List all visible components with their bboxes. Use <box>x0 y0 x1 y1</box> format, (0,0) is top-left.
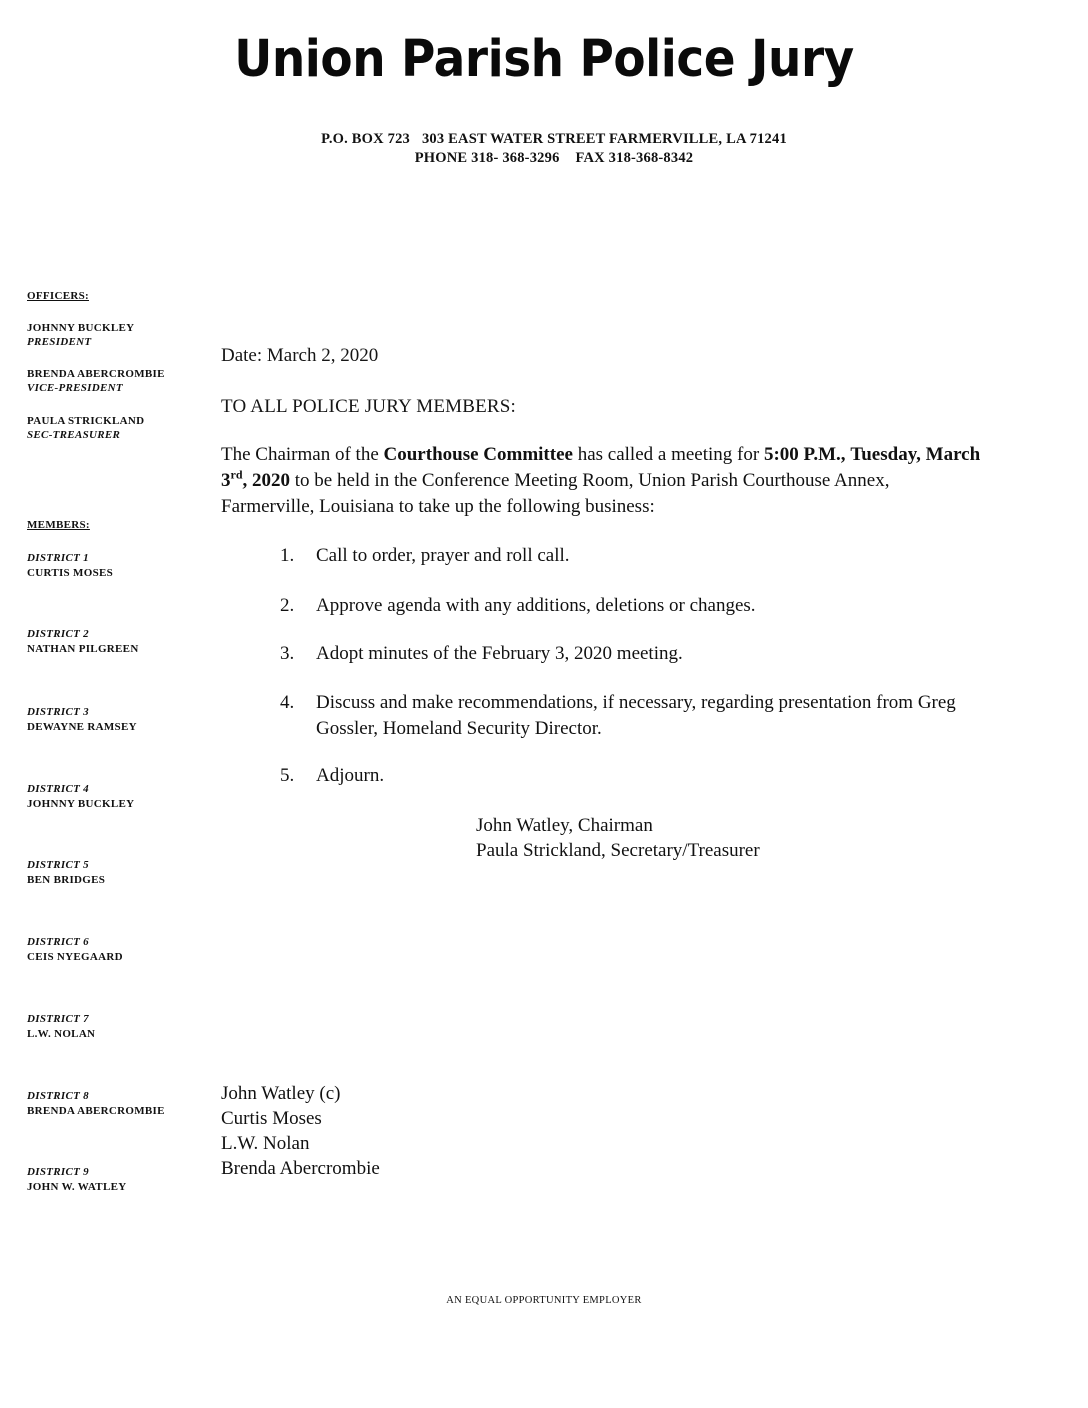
agenda-number: 3. <box>280 643 295 664</box>
member-district: DISTRICT 4 <box>27 783 89 795</box>
agenda-text: Call to order, prayer and roll call. <box>316 545 570 566</box>
member-name: CURTIS MOSES <box>27 567 114 579</box>
agenda-text: Adjourn. <box>316 765 385 786</box>
officers-heading: OFFICERS: <box>27 290 89 302</box>
meeting-time: 5:00 P.M., <box>763 444 846 465</box>
member-name: L.W. NOLAN <box>27 1028 96 1040</box>
meeting-date-year: , 2020 <box>242 470 290 491</box>
organization-title: Union Parish Police Jury <box>234 30 854 89</box>
intro-text: to be held in the Conference Meeting Room, Union Parish Courthouse Annex, Farmerville, Louisiana to take up the following business: <box>221 470 890 517</box>
fax-number: FAX 318-368-8342 <box>575 150 694 166</box>
member-district: DISTRICT 5 <box>27 859 89 871</box>
signature-chairman: John Watley, Chairman <box>476 815 653 836</box>
officer-name: BRENDA ABERCROMBIE <box>27 368 165 380</box>
street-address: 303 EAST WATER STREET FARMERVILLE, LA 71241 <box>421 131 787 147</box>
committee-member: John Watley (c) <box>221 1083 341 1104</box>
member-district: DISTRICT 1 <box>27 552 89 564</box>
committee-member: Curtis Moses <box>221 1108 322 1129</box>
member-name: CEIS NYEGAARD <box>27 951 123 963</box>
intro-paragraph <box>221 442 981 520</box>
po-box: P.O. BOX 723 <box>321 131 410 147</box>
committee-name: Courthouse Committee <box>383 444 573 465</box>
member-name: JOHNNY BUCKLEY <box>27 798 135 810</box>
committee-member: L.W. Nolan <box>221 1133 310 1154</box>
members-heading: MEMBERS: <box>27 519 90 531</box>
member-name: NATHAN PILGREEN <box>27 643 139 655</box>
phone-number: PHONE 318- 368-3296 <box>414 150 560 166</box>
officer-name: JOHNNY BUCKLEY <box>27 322 135 334</box>
intro-text: has called a meeting for <box>572 444 764 465</box>
letter-date: Date: March 2, 2020 <box>221 345 379 366</box>
signature-secretary: Paula Strickland, Secretary/Treasurer <box>476 840 760 861</box>
agenda-number: 2. <box>280 595 295 616</box>
officer-title: SEC-TREASURER <box>27 429 121 441</box>
agenda-text: Discuss and make recommendations, if necessary, regarding presentation from Greg Gossler, Homeland Security Director. <box>316 692 956 739</box>
officer-name: PAULA STRICKLAND <box>27 415 145 427</box>
footer-text: AN EQUAL OPPORTUNITY EMPLOYER <box>446 1295 642 1306</box>
member-district: DISTRICT 3 <box>27 706 89 718</box>
agenda-number: 5. <box>280 765 295 786</box>
agenda-text: Adopt minutes of the February 3, 2020 meeting. <box>316 643 683 664</box>
member-district: DISTRICT 9 <box>27 1166 89 1178</box>
member-district: DISTRICT 8 <box>27 1090 89 1102</box>
address-line <box>0 131 1088 148</box>
agenda-text: Approve agenda with any additions, deletions or changes. <box>316 595 756 616</box>
committee-member: Brenda Abercrombie <box>221 1158 380 1179</box>
member-name: DEWAYNE RAMSEY <box>27 721 137 733</box>
salutation: TO ALL POLICE JURY MEMBERS: <box>221 396 517 417</box>
member-district: DISTRICT 6 <box>27 936 89 948</box>
agenda-number: 1. <box>280 545 295 566</box>
member-district: DISTRICT 7 <box>27 1013 89 1025</box>
meeting-date-suffix: rd <box>230 467 243 482</box>
officer-title: PRESIDENT <box>27 336 92 348</box>
agenda-number: 4. <box>280 692 295 713</box>
member-name: BRENDA ABERCROMBIE <box>27 1105 165 1117</box>
member-name: BEN BRIDGES <box>27 874 106 886</box>
member-name: JOHN W. WATLEY <box>27 1181 127 1193</box>
officer-title: VICE-PRESIDENT <box>27 382 123 394</box>
member-district: DISTRICT 2 <box>27 628 89 640</box>
meeting-date-main: Tuesday, March 3 <box>221 444 981 491</box>
contact-line <box>0 150 1088 167</box>
intro-text: The Chairman of the <box>221 444 384 465</box>
